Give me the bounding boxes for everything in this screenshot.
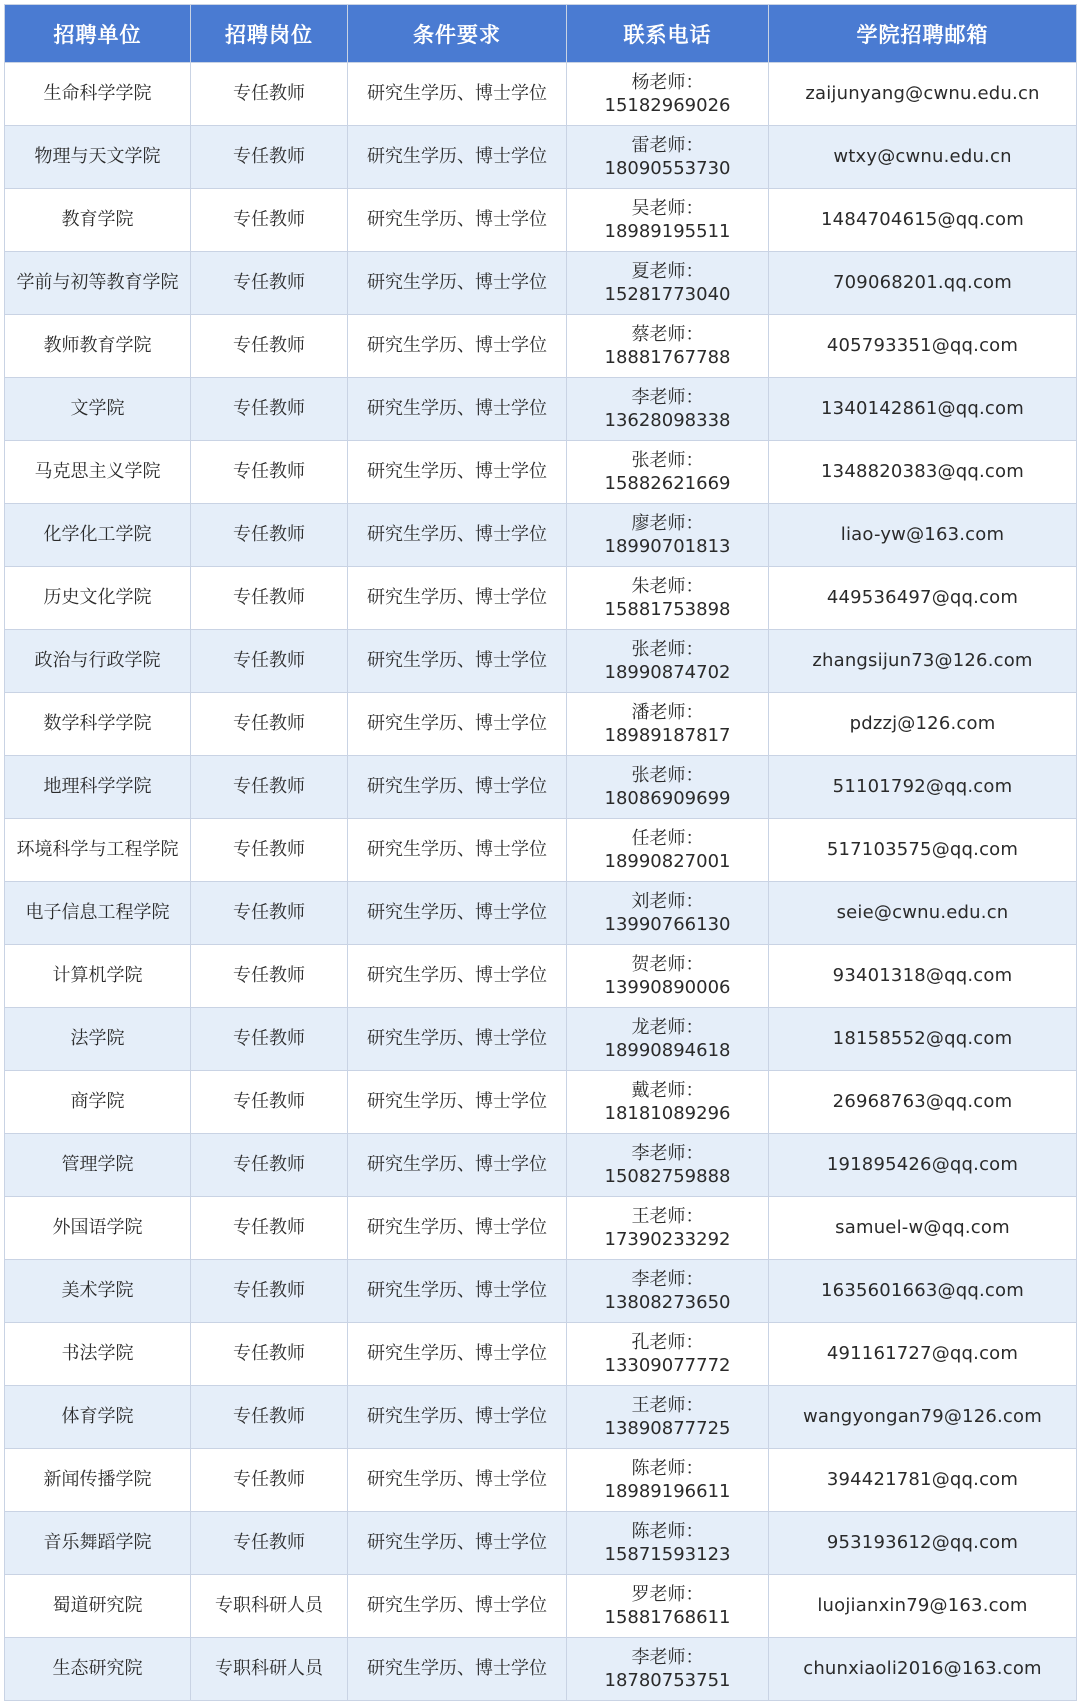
header-email: 学院招聘邮箱 [769,5,1077,63]
contact-phone: 18989187817 [604,725,731,746]
cell-position: 专任教师 [191,1386,348,1449]
contact-phone: 13309077772 [604,1355,731,1376]
cell-contact [567,882,769,945]
table-row [5,1260,1077,1323]
cell-contact [567,819,769,882]
contact-phone: 15082759888 [604,1166,731,1187]
cell-requirement: 研究生学历、博士学位 [348,1638,567,1701]
contact-name: 戴老师： [631,1080,704,1101]
cell-contact [567,1638,769,1701]
table-header [5,5,1077,63]
cell-email: 1635601663@qq.com [769,1260,1077,1323]
cell-contact [567,378,769,441]
cell-contact [567,1134,769,1197]
cell-position: 专职科研人员 [191,1638,348,1701]
cell-requirement: 研究生学历、博士学位 [348,1386,567,1449]
cell-unit: 马克思主义学院 [5,441,191,504]
table-row [5,1575,1077,1638]
cell-email: 18158552@qq.com [769,1008,1077,1071]
cell-email: luojianxin79@163.com [769,1575,1077,1638]
cell-email: liao-yw@163.com [769,504,1077,567]
cell-position: 专任教师 [191,819,348,882]
cell-requirement: 研究生学历、博士学位 [348,945,567,1008]
table-row [5,378,1077,441]
cell-email: zaijunyang@cwnu.edu.cn [769,63,1077,126]
cell-contact [567,1449,769,1512]
cell-contact [567,756,769,819]
table-row [5,630,1077,693]
contact-name: 李老师： [631,1269,704,1290]
cell-requirement: 研究生学历、博士学位 [348,63,567,126]
cell-requirement: 研究生学历、博士学位 [348,882,567,945]
cell-unit: 历史文化学院 [5,567,191,630]
cell-email: zhangsijun73@126.com [769,630,1077,693]
cell-position: 专任教师 [191,1134,348,1197]
contact-name: 任老师： [631,828,704,849]
table-row [5,189,1077,252]
table-row [5,1134,1077,1197]
cell-position: 专职科研人员 [191,1575,348,1638]
cell-requirement: 研究生学历、博士学位 [348,1512,567,1575]
table-body [5,63,1077,1701]
cell-unit: 地理科学学院 [5,756,191,819]
header-requirement: 条件要求 [348,5,567,63]
contact-name: 朱老师： [631,576,704,597]
contact-name: 刘老师： [631,891,704,912]
contact-name: 夏老师： [631,261,704,282]
cell-contact [567,1386,769,1449]
cell-contact [567,126,769,189]
table-row [5,315,1077,378]
cell-email: pdzzj@126.com [769,693,1077,756]
cell-position: 专任教师 [191,567,348,630]
cell-contact [567,189,769,252]
contact-name: 孔老师： [631,1332,704,1353]
cell-email: 1340142861@qq.com [769,378,1077,441]
cell-unit: 学前与初等教育学院 [5,252,191,315]
table-row [5,63,1077,126]
cell-position: 专任教师 [191,1260,348,1323]
contact-phone: 18990701813 [604,536,731,557]
contact-name: 张老师： [631,639,704,660]
table-row [5,1323,1077,1386]
cell-unit: 管理学院 [5,1134,191,1197]
cell-contact [567,1575,769,1638]
table-row [5,1071,1077,1134]
cell-email: wangyongan79@126.com [769,1386,1077,1449]
cell-email: 394421781@qq.com [769,1449,1077,1512]
cell-requirement: 研究生学历、博士学位 [348,1323,567,1386]
cell-email: 26968763@qq.com [769,1071,1077,1134]
header-phone: 联系电话 [567,5,769,63]
contact-phone: 18989195511 [604,221,731,242]
table-row [5,1512,1077,1575]
cell-requirement: 研究生学历、博士学位 [348,1260,567,1323]
cell-position: 专任教师 [191,189,348,252]
cell-contact [567,693,769,756]
cell-contact [567,1197,769,1260]
contact-name: 潘老师： [631,702,704,723]
cell-unit: 新闻传播学院 [5,1449,191,1512]
cell-requirement: 研究生学历、博士学位 [348,378,567,441]
cell-contact [567,441,769,504]
cell-requirement: 研究生学历、博士学位 [348,630,567,693]
contact-phone: 18181089296 [604,1103,731,1124]
cell-contact [567,1071,769,1134]
contact-phone: 18090553730 [604,158,731,179]
cell-requirement: 研究生学历、博士学位 [348,1449,567,1512]
header-unit: 招聘单位 [5,5,191,63]
table-row [5,504,1077,567]
cell-requirement: 研究生学历、博士学位 [348,1071,567,1134]
cell-contact [567,630,769,693]
cell-contact [567,504,769,567]
contact-name: 张老师： [631,450,704,471]
cell-requirement: 研究生学历、博士学位 [348,189,567,252]
recruitment-table-container [4,4,1076,1701]
cell-requirement: 研究生学历、博士学位 [348,693,567,756]
cell-position: 专任教师 [191,882,348,945]
cell-position: 专任教师 [191,1197,348,1260]
contact-name: 李老师： [631,387,704,408]
cell-contact [567,567,769,630]
cell-requirement: 研究生学历、博士学位 [348,252,567,315]
contact-phone: 18989196611 [604,1481,731,1502]
contact-name: 王老师： [631,1395,704,1416]
cell-requirement: 研究生学历、博士学位 [348,315,567,378]
cell-unit: 政治与行政学院 [5,630,191,693]
contact-phone: 13808273650 [604,1292,731,1313]
cell-contact [567,945,769,1008]
cell-contact [567,315,769,378]
contact-phone: 18990894618 [604,1040,731,1061]
cell-requirement: 研究生学历、博士学位 [348,1008,567,1071]
table-row [5,756,1077,819]
cell-position: 专任教师 [191,378,348,441]
contact-phone: 13990766130 [604,914,731,935]
table-row [5,882,1077,945]
table-row [5,1386,1077,1449]
table-row [5,945,1077,1008]
header-row [5,5,1077,63]
table-row [5,1008,1077,1071]
contact-name: 罗老师： [631,1584,704,1605]
cell-requirement: 研究生学历、博士学位 [348,126,567,189]
cell-requirement: 研究生学历、博士学位 [348,756,567,819]
cell-unit: 数学科学学院 [5,693,191,756]
table-row [5,126,1077,189]
cell-position: 专任教师 [191,693,348,756]
cell-unit: 物理与天文学院 [5,126,191,189]
cell-requirement: 研究生学历、博士学位 [348,819,567,882]
cell-contact [567,1323,769,1386]
contact-name: 李老师： [631,1647,704,1668]
contact-phone: 13890877725 [604,1418,731,1439]
contact-phone: 15182969026 [604,95,731,116]
cell-position: 专任教师 [191,63,348,126]
contact-phone: 17390233292 [604,1229,731,1250]
cell-unit: 商学院 [5,1071,191,1134]
cell-position: 专任教师 [191,756,348,819]
cell-requirement: 研究生学历、博士学位 [348,567,567,630]
recruitment-table [4,4,1077,1701]
table-row [5,1449,1077,1512]
cell-unit: 电子信息工程学院 [5,882,191,945]
contact-name: 蔡老师： [631,324,704,345]
contact-phone: 15871593123 [604,1544,731,1565]
cell-email: 953193612@qq.com [769,1512,1077,1575]
cell-contact [567,63,769,126]
contact-phone: 18086909699 [604,788,731,809]
cell-email: 1484704615@qq.com [769,189,1077,252]
cell-requirement: 研究生学历、博士学位 [348,1575,567,1638]
cell-position: 专任教师 [191,1071,348,1134]
cell-contact [567,252,769,315]
cell-email: wtxy@cwnu.edu.cn [769,126,1077,189]
cell-email: 1348820383@qq.com [769,441,1077,504]
cell-position: 专任教师 [191,126,348,189]
cell-unit: 生态研究院 [5,1638,191,1701]
contact-name: 贺老师： [631,954,704,975]
cell-position: 专任教师 [191,630,348,693]
table-row [5,441,1077,504]
contact-phone: 15281773040 [604,284,731,305]
cell-requirement: 研究生学历、博士学位 [348,1197,567,1260]
cell-position: 专任教师 [191,945,348,1008]
cell-requirement: 研究生学历、博士学位 [348,504,567,567]
cell-unit: 教育学院 [5,189,191,252]
contact-name: 陈老师： [631,1458,704,1479]
contact-name: 张老师： [631,765,704,786]
cell-position: 专任教师 [191,1008,348,1071]
cell-unit: 文学院 [5,378,191,441]
cell-unit: 音乐舞蹈学院 [5,1512,191,1575]
cell-email: 517103575@qq.com [769,819,1077,882]
header-position: 招聘岗位 [191,5,348,63]
cell-position: 专任教师 [191,1512,348,1575]
cell-email: 405793351@qq.com [769,315,1077,378]
cell-position: 专任教师 [191,504,348,567]
cell-unit: 体育学院 [5,1386,191,1449]
table-row [5,1638,1077,1701]
contact-phone: 15881753898 [604,599,731,620]
table-row [5,1197,1077,1260]
cell-email: chunxiaoli2016@163.com [769,1638,1077,1701]
table-row [5,252,1077,315]
contact-name: 李老师： [631,1143,704,1164]
contact-name: 陈老师： [631,1521,704,1542]
cell-requirement: 研究生学历、博士学位 [348,441,567,504]
contact-phone: 13990890006 [604,977,731,998]
cell-unit: 化学化工学院 [5,504,191,567]
cell-contact [567,1260,769,1323]
cell-position: 专任教师 [191,252,348,315]
cell-email: 93401318@qq.com [769,945,1077,1008]
contact-name: 吴老师： [631,198,704,219]
cell-position: 专任教师 [191,441,348,504]
contact-phone: 13628098338 [604,410,731,431]
table-row [5,567,1077,630]
table-row [5,819,1077,882]
contact-phone: 18990874702 [604,662,731,683]
contact-phone: 18780753751 [604,1670,731,1691]
cell-unit: 教师教育学院 [5,315,191,378]
contact-name: 廖老师： [631,513,704,534]
cell-contact [567,1008,769,1071]
cell-contact [567,1512,769,1575]
cell-requirement: 研究生学历、博士学位 [348,1134,567,1197]
contact-phone: 15881768611 [604,1607,731,1628]
contact-phone: 18881767788 [604,347,731,368]
cell-unit: 生命科学学院 [5,63,191,126]
contact-phone: 18990827001 [604,851,731,872]
contact-name: 雷老师： [631,135,704,156]
table-row [5,693,1077,756]
cell-unit: 外国语学院 [5,1197,191,1260]
cell-email: 191895426@qq.com [769,1134,1077,1197]
cell-email: samuel-w@qq.com [769,1197,1077,1260]
cell-unit: 美术学院 [5,1260,191,1323]
cell-email: 449536497@qq.com [769,567,1077,630]
cell-email: 491161727@qq.com [769,1323,1077,1386]
cell-unit: 法学院 [5,1008,191,1071]
cell-unit: 计算机学院 [5,945,191,1008]
contact-name: 王老师： [631,1206,704,1227]
cell-email: seie@cwnu.edu.cn [769,882,1077,945]
cell-unit: 蜀道研究院 [5,1575,191,1638]
cell-position: 专任教师 [191,1323,348,1386]
cell-email: 51101792@qq.com [769,756,1077,819]
cell-unit: 环境科学与工程学院 [5,819,191,882]
cell-position: 专任教师 [191,1449,348,1512]
cell-position: 专任教师 [191,315,348,378]
contact-name: 龙老师： [631,1017,704,1038]
cell-unit: 书法学院 [5,1323,191,1386]
contact-phone: 15882621669 [604,473,731,494]
contact-name: 杨老师： [631,72,704,93]
cell-email: 709068201.qq.com [769,252,1077,315]
